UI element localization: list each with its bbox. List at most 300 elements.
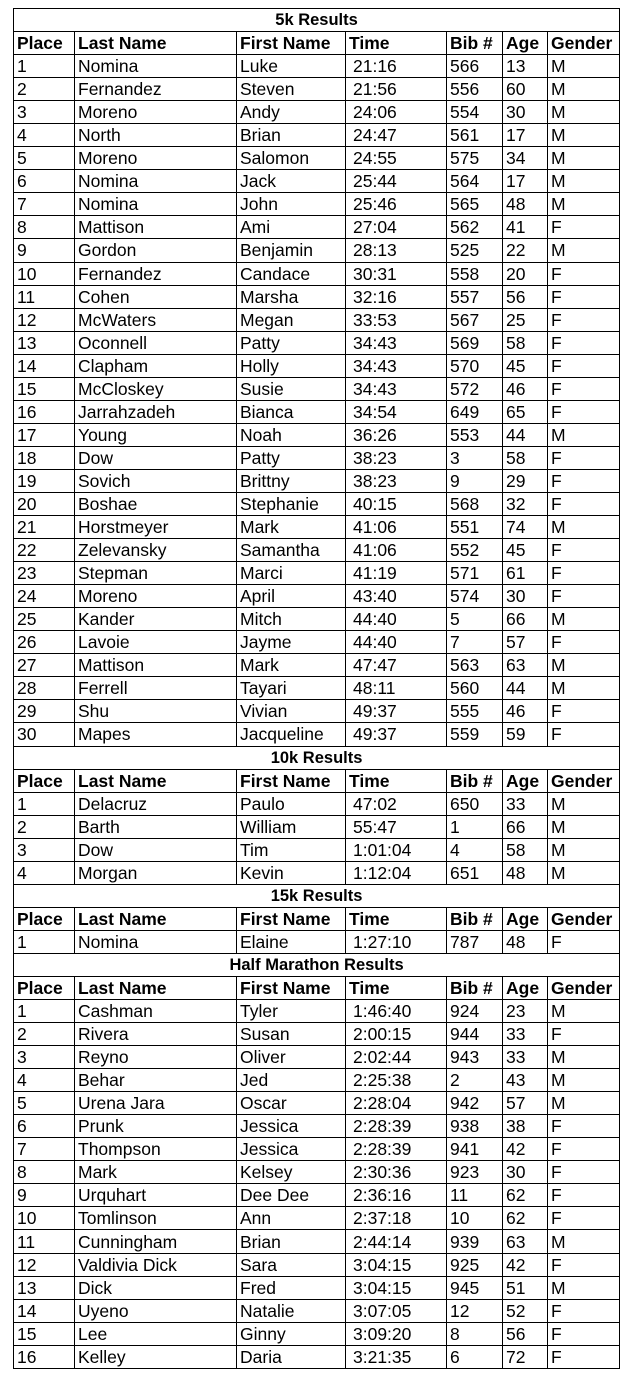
bib-cell: 6 [447, 1345, 503, 1368]
first-name-cell: Vivian [237, 700, 346, 723]
bib-cell: 562 [447, 216, 503, 239]
gender-cell: F [548, 492, 620, 515]
last-name-cell: Nomina [75, 170, 237, 193]
bib-cell: 3 [447, 446, 503, 469]
place-cell: 7 [14, 193, 75, 216]
time-cell: 3:04:15 [346, 1253, 447, 1276]
age-cell: 17 [503, 170, 548, 193]
place-cell: 8 [14, 1161, 75, 1184]
age-cell: 58 [503, 838, 548, 861]
age-cell: 33 [503, 792, 548, 815]
result-row [14, 55, 620, 78]
result-row [14, 608, 620, 631]
last-name-cell: Moreno [75, 585, 237, 608]
bib-cell: 924 [447, 1000, 503, 1023]
first-name-cell: Noah [237, 423, 346, 446]
header-time: Time [346, 32, 447, 55]
bib-cell: 570 [447, 354, 503, 377]
bib-cell: 557 [447, 285, 503, 308]
time-cell: 34:54 [346, 400, 447, 423]
gender-cell: M [548, 516, 620, 539]
header-age: Age [503, 976, 548, 999]
gender-cell: F [548, 469, 620, 492]
gender-cell: M [548, 55, 620, 78]
gender-cell: F [548, 285, 620, 308]
gender-cell: F [548, 539, 620, 562]
place-cell: 10 [14, 1207, 75, 1230]
header-last-name: Last Name [75, 976, 237, 999]
bib-cell: 11 [447, 1184, 503, 1207]
place-cell: 2 [14, 815, 75, 838]
bib-cell: 943 [447, 1046, 503, 1069]
last-name-cell: Nomina [75, 55, 237, 78]
time-cell: 48:11 [346, 677, 447, 700]
last-name-cell: Shu [75, 700, 237, 723]
last-name-cell: Dow [75, 446, 237, 469]
age-cell: 74 [503, 516, 548, 539]
last-name-cell: Moreno [75, 101, 237, 124]
place-cell: 25 [14, 608, 75, 631]
result-row [14, 1230, 620, 1253]
last-name-cell: Mattison [75, 216, 237, 239]
bib-cell: 571 [447, 562, 503, 585]
result-row [14, 516, 620, 539]
section-title: Half Marathon Results [14, 953, 620, 976]
bib-cell: 564 [447, 170, 503, 193]
first-name-cell: Jack [237, 170, 346, 193]
place-cell: 3 [14, 101, 75, 124]
time-cell: 2:36:16 [346, 1184, 447, 1207]
gender-cell: F [548, 562, 620, 585]
place-cell: 21 [14, 516, 75, 539]
age-cell: 66 [503, 815, 548, 838]
gender-cell: M [548, 608, 620, 631]
age-cell: 30 [503, 585, 548, 608]
result-row [14, 78, 620, 101]
time-cell: 3:07:05 [346, 1299, 447, 1322]
age-cell: 46 [503, 700, 548, 723]
result-row [14, 585, 620, 608]
header-bib: Bib # [447, 769, 503, 792]
result-row [14, 700, 620, 723]
time-cell: 25:46 [346, 193, 447, 216]
result-row [14, 331, 620, 354]
bib-cell: 787 [447, 930, 503, 953]
time-cell: 1:27:10 [346, 930, 447, 953]
first-name-cell: Brian [237, 124, 346, 147]
first-name-cell: Jacqueline [237, 723, 346, 746]
first-name-cell: Susie [237, 377, 346, 400]
header-time: Time [346, 769, 447, 792]
gender-cell: M [548, 1092, 620, 1115]
time-cell: 2:37:18 [346, 1207, 447, 1230]
bib-cell: 563 [447, 654, 503, 677]
age-cell: 41 [503, 216, 548, 239]
first-name-cell: Patty [237, 446, 346, 469]
last-name-cell: Delacruz [75, 792, 237, 815]
bib-cell: 649 [447, 400, 503, 423]
bib-cell: 939 [447, 1230, 503, 1253]
section-title: 15k Results [14, 884, 620, 907]
time-cell: 44:40 [346, 631, 447, 654]
place-cell: 9 [14, 1184, 75, 1207]
time-cell: 1:46:40 [346, 1000, 447, 1023]
time-cell: 49:37 [346, 700, 447, 723]
age-cell: 45 [503, 354, 548, 377]
first-name-cell: Fred [237, 1276, 346, 1299]
age-cell: 38 [503, 1115, 548, 1138]
age-cell: 25 [503, 308, 548, 331]
header-gender: Gender [548, 769, 620, 792]
time-cell: 43:40 [346, 585, 447, 608]
time-cell: 2:28:39 [346, 1115, 447, 1138]
time-cell: 40:15 [346, 492, 447, 515]
result-row [14, 677, 620, 700]
place-cell: 20 [14, 492, 75, 515]
age-cell: 46 [503, 377, 548, 400]
last-name-cell: Boshae [75, 492, 237, 515]
age-cell: 63 [503, 654, 548, 677]
first-name-cell: Marsha [237, 285, 346, 308]
result-row [14, 1138, 620, 1161]
gender-cell: M [548, 239, 620, 262]
last-name-cell: Tomlinson [75, 1207, 237, 1230]
gender-cell: M [548, 792, 620, 815]
place-cell: 12 [14, 308, 75, 331]
header-bib: Bib # [447, 907, 503, 930]
result-row [14, 216, 620, 239]
bib-cell: 923 [447, 1161, 503, 1184]
bib-cell: 568 [447, 492, 503, 515]
header-last-name: Last Name [75, 32, 237, 55]
gender-cell: F [548, 1207, 620, 1230]
time-cell: 47:02 [346, 792, 447, 815]
place-cell: 2 [14, 1023, 75, 1046]
gender-cell: F [548, 446, 620, 469]
first-name-cell: Jed [237, 1069, 346, 1092]
time-cell: 47:47 [346, 654, 447, 677]
place-cell: 10 [14, 262, 75, 285]
result-row [14, 262, 620, 285]
last-name-cell: Urena Jara [75, 1092, 237, 1115]
last-name-cell: Nomina [75, 193, 237, 216]
column-header-row [14, 976, 620, 999]
first-name-cell: Tim [237, 838, 346, 861]
age-cell: 58 [503, 331, 548, 354]
result-row [14, 930, 620, 953]
last-name-cell: Reyno [75, 1046, 237, 1069]
gender-cell: M [548, 677, 620, 700]
gender-cell: M [548, 815, 620, 838]
gender-cell: F [548, 262, 620, 285]
gender-cell: M [548, 1230, 620, 1253]
result-row [14, 562, 620, 585]
age-cell: 22 [503, 239, 548, 262]
first-name-cell: Ami [237, 216, 346, 239]
time-cell: 1:12:04 [346, 861, 447, 884]
last-name-cell: McWaters [75, 308, 237, 331]
time-cell: 21:56 [346, 78, 447, 101]
gender-cell: F [548, 1161, 620, 1184]
time-cell: 3:09:20 [346, 1322, 447, 1345]
age-cell: 43 [503, 1069, 548, 1092]
time-cell: 2:44:14 [346, 1230, 447, 1253]
first-name-cell: Tayari [237, 677, 346, 700]
bib-cell: 565 [447, 193, 503, 216]
gender-cell: M [548, 861, 620, 884]
bib-cell: 566 [447, 55, 503, 78]
bib-cell: 553 [447, 423, 503, 446]
age-cell: 32 [503, 492, 548, 515]
time-cell: 27:04 [346, 216, 447, 239]
age-cell: 45 [503, 539, 548, 562]
place-cell: 29 [14, 700, 75, 723]
age-cell: 44 [503, 423, 548, 446]
first-name-cell: Brian [237, 1230, 346, 1253]
age-cell: 63 [503, 1230, 548, 1253]
result-row [14, 1069, 620, 1092]
last-name-cell: Valdivia Dick [75, 1253, 237, 1276]
place-cell: 19 [14, 469, 75, 492]
age-cell: 13 [503, 55, 548, 78]
time-cell: 28:13 [346, 239, 447, 262]
place-cell: 22 [14, 539, 75, 562]
header-last-name: Last Name [75, 769, 237, 792]
header-gender: Gender [548, 976, 620, 999]
last-name-cell: Zelevansky [75, 539, 237, 562]
result-row [14, 423, 620, 446]
bib-cell: 5 [447, 608, 503, 631]
age-cell: 20 [503, 262, 548, 285]
result-row [14, 492, 620, 515]
bib-cell: 569 [447, 331, 503, 354]
header-age: Age [503, 32, 548, 55]
last-name-cell: Fernandez [75, 262, 237, 285]
result-row [14, 838, 620, 861]
bib-cell: 925 [447, 1253, 503, 1276]
place-cell: 11 [14, 285, 75, 308]
place-cell: 1 [14, 930, 75, 953]
column-header-row [14, 769, 620, 792]
time-cell: 2:02:44 [346, 1046, 447, 1069]
bib-cell: 2 [447, 1069, 503, 1092]
first-name-cell: Susan [237, 1023, 346, 1046]
time-cell: 36:26 [346, 423, 447, 446]
first-name-cell: Andy [237, 101, 346, 124]
place-cell: 6 [14, 170, 75, 193]
gender-cell: F [548, 585, 620, 608]
last-name-cell: Behar [75, 1069, 237, 1092]
last-name-cell: Kelley [75, 1345, 237, 1368]
last-name-cell: Oconnell [75, 331, 237, 354]
result-row [14, 1253, 620, 1276]
gender-cell: M [548, 78, 620, 101]
result-row [14, 1115, 620, 1138]
last-name-cell: Mattison [75, 654, 237, 677]
result-row [14, 1092, 620, 1115]
place-cell: 4 [14, 124, 75, 147]
last-name-cell: Young [75, 423, 237, 446]
gender-cell: F [548, 377, 620, 400]
first-name-cell: Paulo [237, 792, 346, 815]
bib-cell: 552 [447, 539, 503, 562]
header-last-name: Last Name [75, 907, 237, 930]
last-name-cell: Prunk [75, 1115, 237, 1138]
first-name-cell: Megan [237, 308, 346, 331]
first-name-cell: Marci [237, 562, 346, 585]
gender-cell: M [548, 1046, 620, 1069]
age-cell: 34 [503, 147, 548, 170]
section-title: 5k Results [14, 9, 620, 32]
bib-cell: 938 [447, 1115, 503, 1138]
first-name-cell: April [237, 585, 346, 608]
first-name-cell: Bianca [237, 400, 346, 423]
gender-cell: F [548, 1138, 620, 1161]
header-first-name: First Name [237, 976, 346, 999]
last-name-cell: Ferrell [75, 677, 237, 700]
header-first-name: First Name [237, 32, 346, 55]
time-cell: 55:47 [346, 815, 447, 838]
result-row [14, 723, 620, 746]
header-first-name: First Name [237, 769, 346, 792]
result-row [14, 446, 620, 469]
last-name-cell: Mapes [75, 723, 237, 746]
place-cell: 16 [14, 400, 75, 423]
bib-cell: 651 [447, 861, 503, 884]
last-name-cell: Horstmeyer [75, 516, 237, 539]
age-cell: 56 [503, 285, 548, 308]
time-cell: 1:01:04 [346, 838, 447, 861]
last-name-cell: Gordon [75, 239, 237, 262]
first-name-cell: Mitch [237, 608, 346, 631]
first-name-cell: Mark [237, 516, 346, 539]
time-cell: 24:47 [346, 124, 447, 147]
result-row [14, 354, 620, 377]
gender-cell: F [548, 308, 620, 331]
first-name-cell: Kevin [237, 861, 346, 884]
first-name-cell: Sara [237, 1253, 346, 1276]
bib-cell: 556 [447, 78, 503, 101]
time-cell: 44:40 [346, 608, 447, 631]
last-name-cell: Cunningham [75, 1230, 237, 1253]
place-cell: 8 [14, 216, 75, 239]
column-header-row [14, 907, 620, 930]
age-cell: 51 [503, 1276, 548, 1299]
result-row [14, 1276, 620, 1299]
age-cell: 48 [503, 930, 548, 953]
last-name-cell: Cashman [75, 1000, 237, 1023]
place-cell: 4 [14, 1069, 75, 1092]
last-name-cell: Barth [75, 815, 237, 838]
last-name-cell: Dick [75, 1276, 237, 1299]
bib-cell: 558 [447, 262, 503, 285]
last-name-cell: Lavoie [75, 631, 237, 654]
first-name-cell: Jessica [237, 1115, 346, 1138]
column-header-row [14, 32, 620, 55]
gender-cell: F [548, 1115, 620, 1138]
place-cell: 13 [14, 331, 75, 354]
result-row [14, 1299, 620, 1322]
time-cell: 38:23 [346, 446, 447, 469]
first-name-cell: Luke [237, 55, 346, 78]
time-cell: 30:31 [346, 262, 447, 285]
last-name-cell: Rivera [75, 1023, 237, 1046]
bib-cell: 942 [447, 1092, 503, 1115]
time-cell: 41:06 [346, 539, 447, 562]
place-cell: 9 [14, 239, 75, 262]
bib-cell: 574 [447, 585, 503, 608]
age-cell: 33 [503, 1023, 548, 1046]
gender-cell: M [548, 654, 620, 677]
bib-cell: 944 [447, 1023, 503, 1046]
gender-cell: F [548, 1322, 620, 1345]
place-cell: 27 [14, 654, 75, 677]
header-gender: Gender [548, 907, 620, 930]
result-row [14, 654, 620, 677]
header-time: Time [346, 976, 447, 999]
age-cell: 48 [503, 193, 548, 216]
age-cell: 33 [503, 1046, 548, 1069]
age-cell: 29 [503, 469, 548, 492]
last-name-cell: Stepman [75, 562, 237, 585]
result-row [14, 1046, 620, 1069]
gender-cell: M [548, 101, 620, 124]
first-name-cell: Daria [237, 1345, 346, 1368]
last-name-cell: Thompson [75, 1138, 237, 1161]
time-cell: 34:43 [346, 354, 447, 377]
bib-cell: 10 [447, 1207, 503, 1230]
place-cell: 16 [14, 1345, 75, 1368]
first-name-cell: Stephanie [237, 492, 346, 515]
bib-cell: 9 [447, 469, 503, 492]
age-cell: 56 [503, 1322, 548, 1345]
first-name-cell: Ginny [237, 1322, 346, 1345]
first-name-cell: Tyler [237, 1000, 346, 1023]
result-row [14, 1207, 620, 1230]
gender-cell: M [548, 124, 620, 147]
results-body [14, 9, 620, 1369]
bib-cell: 7 [447, 631, 503, 654]
first-name-cell: Elaine [237, 930, 346, 953]
first-name-cell: Kelsey [237, 1161, 346, 1184]
age-cell: 65 [503, 400, 548, 423]
time-cell: 34:43 [346, 331, 447, 354]
first-name-cell: Natalie [237, 1299, 346, 1322]
first-name-cell: Candace [237, 262, 346, 285]
first-name-cell: Mark [237, 654, 346, 677]
gender-cell: F [548, 930, 620, 953]
gender-cell: F [548, 331, 620, 354]
header-place: Place [14, 907, 75, 930]
gender-cell: M [548, 193, 620, 216]
last-name-cell: Kander [75, 608, 237, 631]
age-cell: 23 [503, 1000, 548, 1023]
bib-cell: 525 [447, 239, 503, 262]
place-cell: 15 [14, 1322, 75, 1345]
place-cell: 1 [14, 55, 75, 78]
gender-cell: F [548, 1345, 620, 1368]
last-name-cell: McCloskey [75, 377, 237, 400]
result-row [14, 815, 620, 838]
last-name-cell: Dow [75, 838, 237, 861]
last-name-cell: Morgan [75, 861, 237, 884]
place-cell: 1 [14, 792, 75, 815]
time-cell: 21:16 [346, 55, 447, 78]
first-name-cell: Salomon [237, 147, 346, 170]
time-cell: 2:28:39 [346, 1138, 447, 1161]
gender-cell: M [548, 170, 620, 193]
age-cell: 30 [503, 101, 548, 124]
